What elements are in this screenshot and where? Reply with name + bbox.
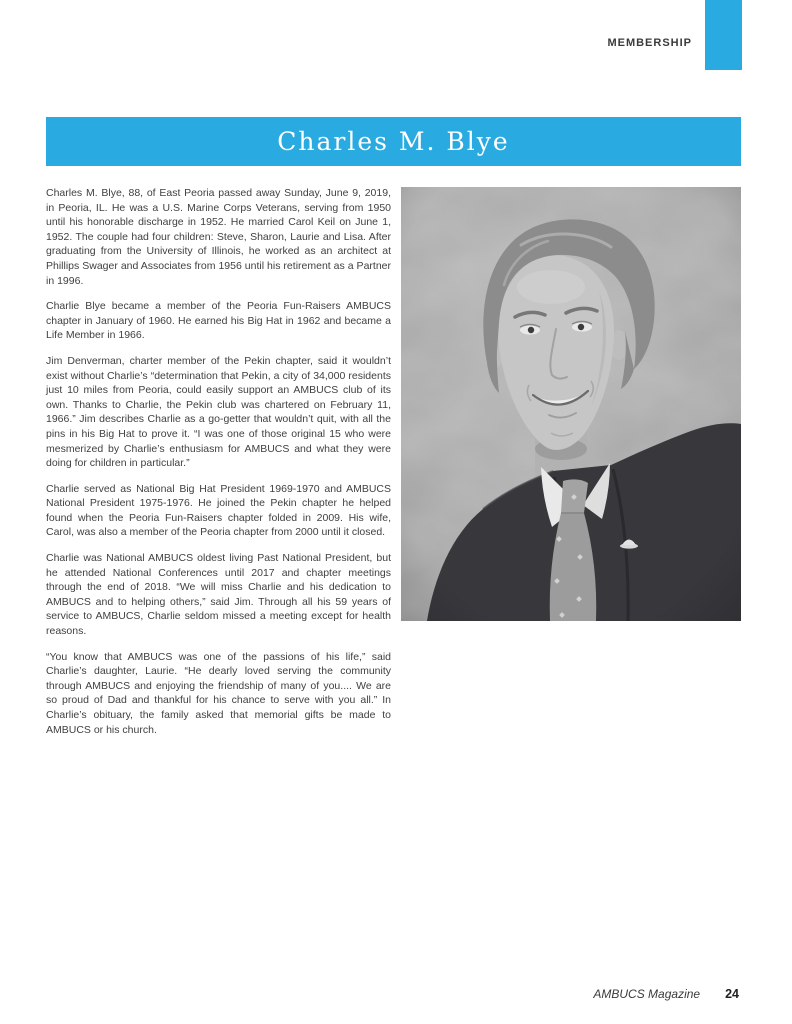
page-footer: [593, 987, 739, 1001]
paragraph: Charles M. Blye, 88, of East Peoria passed away Sunday, June 9, 2019, in Peoria, IL. He was a U.S. Marine Corps Veterans, serving from 1950 until his honorable discharge in 1952. He married Carol Keil on June 1, 1952. The couple had four children: Steve, Sharon, Laurie and Lisa. After graduating from the University of Illinois, he worked as an architect at Phillips Swager and Associates from 1956 until his retirement as a Partner in 1996.: [46, 187, 391, 287]
page-number: 24: [725, 987, 739, 1001]
paragraph: Jim Denverman, charter member of the Pekin chapter, said it wouldn’t exist without Charlie’s “determination that Pekin, a city of 34,000 residents just 10 miles from Peoria, could easily support an AMBUCS club of its own. Thanks to Charlie, the Pekin club was chartered on February 11, 1966.” Jim describes Charlie as a go-getter that wouldn’t quit, with all the pins in his Big Hat to prove it. “I was one of those original 15 who were mesmerized by Charlie’s enthusiasm for AMBUCS and what they were doing for children in particular.”: [46, 354, 391, 470]
portrait-illustration: [401, 187, 741, 621]
paragraph: “You know that AMBUCS was one of the passions of his life,” said Charlie’s daughter, Laurie. “He dearly loved serving the community through AMBUCS and enjoying the friendship of many of you.... We are so proud of Dad and thankful for his chance to serve with you all.” In Charlie’s obituary, the family asked that memorial gifts be made to AMBUCS or his church.: [46, 650, 391, 736]
paragraph: Charlie served as National Big Hat President 1969-1970 and AMBUCS National President 1975-1976. He joined the Pekin chapter he helped found when the Peoria Fun-Raisers chapter folded in 2009. His wife, Carol, was also a member of the Peoria chapter from 2000 until it closed.: [46, 482, 391, 539]
portrait-photo: [401, 187, 741, 621]
photo-vignette: [401, 187, 741, 621]
magazine-name: AMBUCS Magazine: [593, 987, 701, 1001]
accent-block: [705, 0, 742, 70]
article-title: Charles M. Blye: [277, 127, 510, 156]
paragraph: Charlie was National AMBUCS oldest living Past National President, but he attended National Conferences until 2017 and chapter meetings through the end of 2018. “We will miss Charlie and his dedication to AMBUCS and to helping others,” said Jim. Through all his 59 years of service to AMBUCS, Charlie seldom missed a meeting except for health reasons.: [46, 552, 391, 638]
paragraph: Charlie Blye became a member of the Peoria Fun-Raisers AMBUCS chapter in January of 1960. He earned his Big Hat in 1962 and became a Life Member in 1966.: [46, 300, 391, 342]
article-body: [46, 186, 391, 748]
section-label: MEMBERSHIP: [607, 37, 692, 49]
title-banner: [46, 117, 741, 166]
